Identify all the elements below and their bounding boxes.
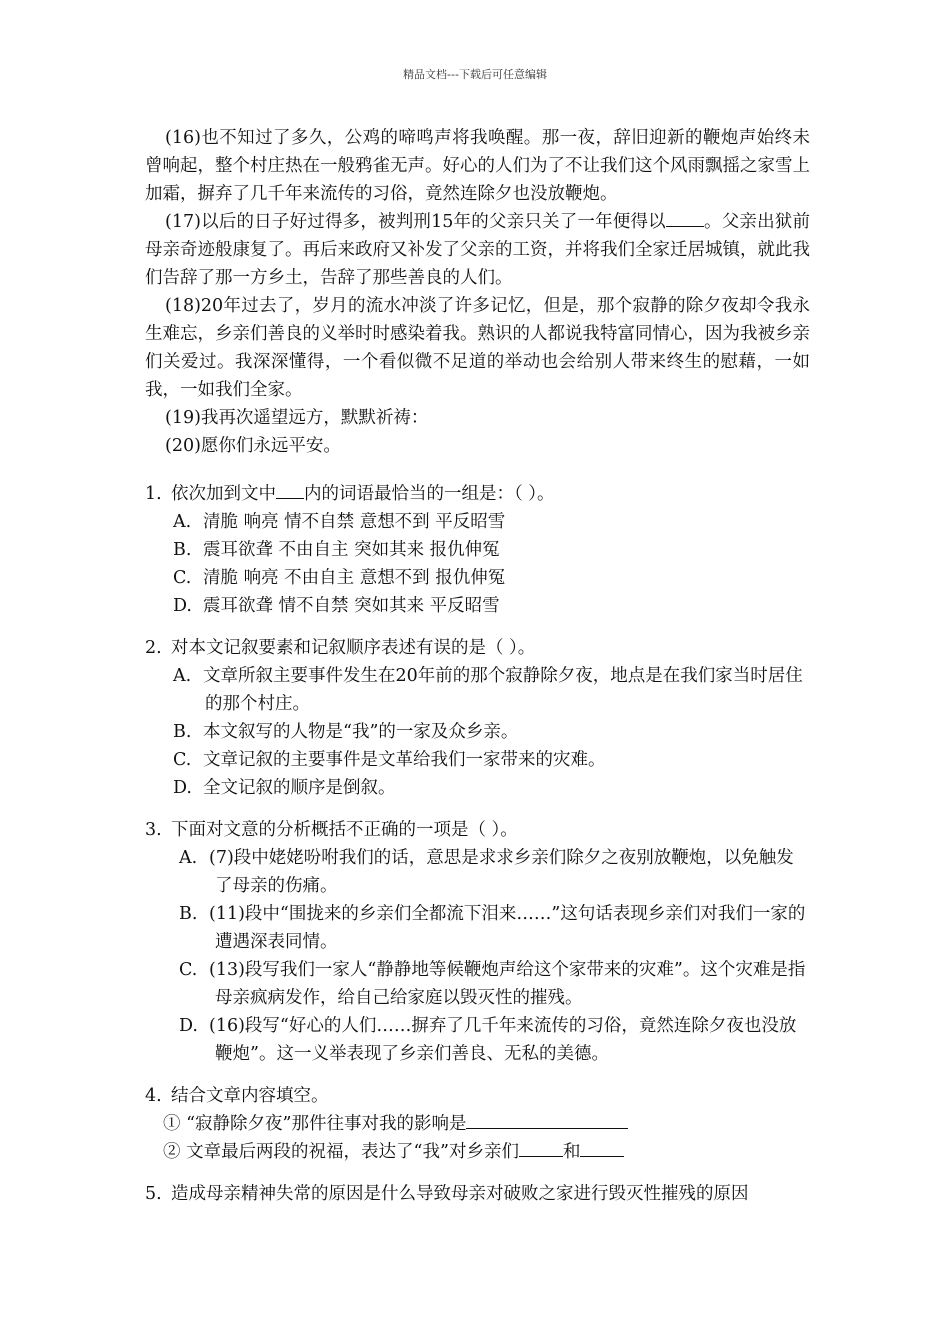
question-number: 3.	[145, 820, 162, 840]
question-stem-text: 下面对文意的分析概括不正确的一项是（ ）。	[171, 820, 518, 840]
option-d	[145, 1012, 810, 1068]
question-stem-text: 对本文记叙要素和记叙顺序表述有误的是（ ）。	[171, 638, 536, 658]
option-a	[145, 662, 810, 718]
option-c	[145, 564, 810, 592]
option-d	[145, 592, 810, 620]
option-text: 文章记叙的主要事件是文革给我们一家带来的灾难。	[203, 750, 606, 770]
option-text: 文章所叙主要事件发生在20年前的那个寂静除夕夜，地点是在我们家当时居住的那个村庄。	[203, 666, 803, 714]
question-stem-text: 造成母亲精神失常的原因是什么导致母亲对破败之家进行毁灭性摧残的原因	[171, 1184, 749, 1204]
option-text: 震耳欲聋 情不自禁 突如其来 平反昭雪	[203, 596, 500, 616]
question-3	[145, 816, 810, 1068]
blank-line	[666, 208, 704, 227]
question-1	[145, 480, 810, 620]
option-letter: A.	[173, 666, 192, 686]
question-4	[145, 1082, 810, 1166]
page-header: 精品文档---下载后可任意编辑	[403, 68, 547, 81]
question-2	[145, 634, 810, 802]
option-letter: B.	[173, 540, 192, 560]
option-letter: D.	[173, 596, 192, 616]
question-stem-part2: 内的词语最恰当的一组是：（ ）。	[304, 484, 555, 504]
option-letter: D.	[179, 1016, 198, 1036]
fill-item-2-conj: 和	[562, 1142, 581, 1162]
paragraph-19: (19)我再次遥望远方，默默祈祷：	[165, 408, 429, 428]
option-a	[145, 508, 810, 536]
answer-blank[interactable]	[580, 1138, 624, 1157]
question-stem	[145, 634, 810, 662]
answer-blank[interactable]	[519, 1138, 563, 1157]
option-a	[145, 844, 810, 900]
option-text: (11)段中“围拢来的乡亲们全都流下泪来……”这句话表现乡亲们对我们一家的遭遇深表同情。	[209, 904, 806, 952]
paragraph-16: (16)也不知过了多久，公鸡的啼鸣声将我唤醒。那一夜，辞旧迎新的鞭炮声始终未曾响起，整个村庄热在一般鸦雀无声。好心的人们为了不让我们这个风雨飘摇之家雪上加霜，摒弃了几千年来流传的习俗，竟然连除夕也没放鞭炮。	[145, 128, 810, 204]
option-letter: A.	[173, 512, 192, 532]
option-b	[145, 536, 810, 564]
option-letter: B.	[179, 904, 198, 924]
option-c	[145, 746, 810, 774]
fill-item-2	[145, 1138, 810, 1166]
question-stem-part1: 依次加到文中	[171, 484, 276, 504]
option-letter: C.	[173, 750, 192, 770]
option-text: 全文记叙的顺序是倒叙。	[203, 778, 396, 798]
question-stem	[145, 1180, 810, 1208]
option-text: (16)段写“好心的人们……摒弃了几千年来流传的习俗，竟然连除夕夜也没放鞭炮”。这一义举表现了乡亲们善良、无私的美德。	[209, 1016, 797, 1064]
option-letter: C.	[173, 568, 192, 588]
fill-item-1	[145, 1110, 810, 1138]
option-text: (13)段写我们一家人“静静地等候鞭炮声给这个家带来的灾难”。这个灾难是指母亲疯病发作，给自己给家庭以毁灭性的摧残。	[209, 960, 806, 1008]
option-b	[145, 900, 810, 956]
fill-item-1-text: ① “寂静除夕夜”那件往事对我的影响是	[163, 1114, 467, 1134]
question-stem	[145, 1082, 810, 1110]
option-b	[145, 718, 810, 746]
option-d	[145, 774, 810, 802]
question-number: 5.	[145, 1184, 162, 1204]
paragraph-18: (18)20年过去了，岁月的流水冲淡了许多记忆，但是，那个寂静的除夕夜却令我永生难忘，乡亲们善良的义举时时感染着我。熟识的人都说我特富同情心，因为我被乡亲们关爱过。我深深懂得，一个看似微不足道的举动也会给别人带来终生的慰藉，一如我，一如我们全家。	[145, 296, 810, 400]
question-number: 2.	[145, 638, 162, 658]
blank-line	[276, 480, 304, 499]
paragraph-20: (20)愿你们永远平安。	[165, 436, 341, 456]
option-text: 本文叙写的人物是“我”的一家及众乡亲。	[203, 722, 519, 742]
option-letter: C.	[179, 960, 198, 980]
question-stem	[145, 480, 810, 508]
option-text: (7)段中姥姥吩咐我们的话，意思是求求乡亲们除夕之夜别放鞭炮，以免触发了母亲的伤痛。	[209, 848, 794, 896]
option-letter: B.	[173, 722, 192, 742]
option-letter: A.	[179, 848, 198, 868]
option-text: 清脆 响亮 情不自禁 意想不到 平反昭雪	[203, 512, 506, 532]
paragraph-17-part2: 。父亲出狱前母亲奇迹般康复了。再后来政府又补发了父亲的工资，并将我们全家迁居城镇，就此我们告辞了那一方乡土，告辞了那些善良的人们。	[145, 212, 810, 288]
paragraph-17-part1: (17)以后的日子好过得多，被判刑15年的父亲只关了一年便得以	[165, 212, 666, 232]
option-c	[145, 956, 810, 1012]
option-letter: D.	[173, 778, 192, 798]
paragraph-17	[145, 208, 810, 292]
question-number: 4.	[145, 1086, 162, 1106]
option-text: 震耳欲聋 不由自主 突如其来 报仇伸冤	[203, 540, 500, 560]
fill-item-2-text: ② 文章最后两段的祝福，表达了“我”对乡亲们	[163, 1142, 519, 1162]
answer-blank[interactable]	[466, 1110, 628, 1129]
option-text: 清脆 响亮 不由自主 意想不到 报仇伸冤	[203, 568, 506, 588]
document-body	[145, 124, 810, 1208]
question-stem-text: 结合文章内容填空。	[171, 1086, 329, 1106]
question-5	[145, 1180, 810, 1208]
question-stem	[145, 816, 810, 844]
question-number: 1.	[145, 484, 162, 504]
